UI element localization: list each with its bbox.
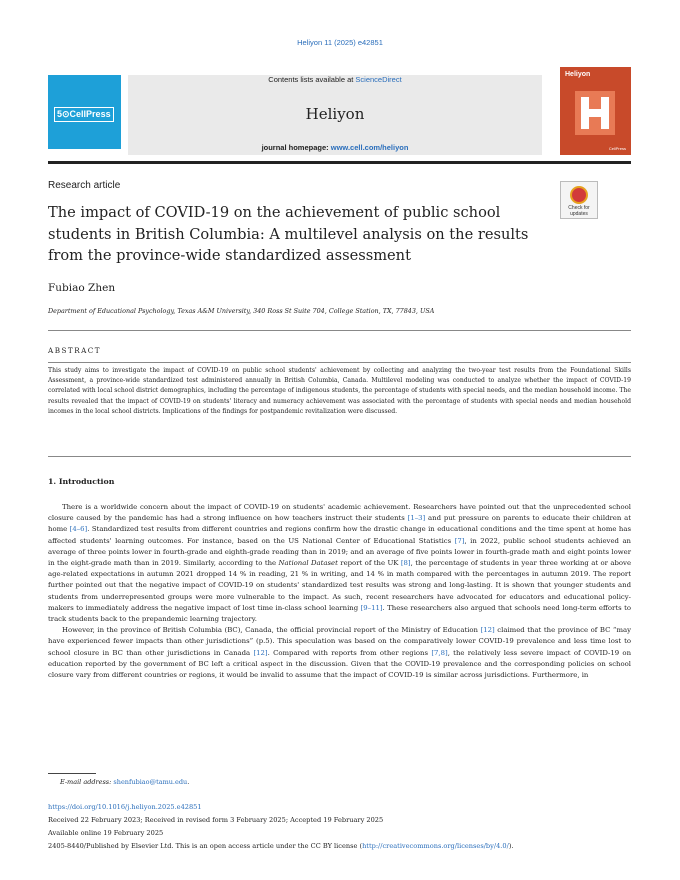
cover-h-graphic — [575, 91, 615, 135]
divider — [48, 362, 631, 363]
section-heading-introduction: 1. Introduction — [48, 477, 115, 486]
email-link[interactable]: shenfubiao@tamu.edu — [113, 778, 188, 786]
citation-link[interactable]: [9–11] — [360, 603, 383, 612]
footnote-divider — [48, 773, 96, 774]
journal-name: Heliyon — [305, 105, 365, 123]
text-run: , the relatively less severe impact of COVID-19 on education reported by the government of BC left a critical aspect in the discussion. Given that the COVID-19 prevalence and the corresponding policies on school closure vary from different countries or regions, it would be invalid to assume that the impact of COVID-19 is similar across jurisdictions. Furthermore, in — [48, 648, 632, 680]
homepage-link[interactable]: www.cell.com/heliyon — [330, 143, 409, 152]
author-email-line: E-mail address: shenfubiao@tamu.edu. — [60, 778, 190, 786]
check-updates-icon — [570, 186, 588, 204]
divider — [48, 456, 631, 457]
citation-link[interactable]: [8] — [400, 559, 411, 568]
journal-cover-image[interactable] — [560, 67, 631, 155]
text-run: . Standardized test results from different countries and regions confirm how the drastic change in educational conditions and the time spent at home has affected students' learning outcomes. For instance, based on the US National Center of Educational Statistics — [48, 525, 631, 545]
text-run: report of the UK — [337, 559, 401, 568]
citation-link[interactable]: [12] — [480, 626, 495, 635]
citation-link[interactable]: [7,8] — [431, 648, 448, 657]
journal-citation[interactable]: Heliyon 11 (2025) e42851 — [297, 38, 383, 47]
cover-title: Heliyon — [565, 71, 591, 78]
journal-masthead — [48, 67, 631, 156]
text-run: , the percentage of students in year three working at or above age-related expectations in autumn 2021 dropped 14 % in reading, 21 % in writing, and 14 % in math compared with the percentages in autumn 2019. The report further pointed out that the negative impact of COVID-19 on students' standardized test results was strong and long-lasting. It is shown that younger students and students from underrepresented groups were more vulnerable to the impact. As such, recent researchers have advocated for educators and educational policy-makers to immediately address the negative impact of lost time in-class school learning — [48, 559, 632, 612]
homepage-prefix: journal homepage: — [261, 143, 331, 152]
license-suffix: ). — [508, 842, 514, 850]
header-divider — [48, 161, 631, 164]
homepage-line — [128, 143, 542, 152]
cover-footer: CellPress — [608, 146, 626, 151]
contents-prefix: Contents lists available at — [268, 75, 356, 84]
text-run: , in 2022, public school students achieved an average of three points lower in fourth-grade and eighth-grade reading than in 2019; and an average of five points lower in fourth-grade math and eight points lower in the eight-grade math than in 2019. Similarly, according to the — [48, 536, 631, 568]
text-run: . These researchers also argued that schools need long-term efforts to track students back to the prepandemic learning trajectory. — [48, 603, 631, 624]
italic-text: National Dataset — [278, 559, 338, 568]
cellpress-logo-text: 5⊙CellPress — [54, 107, 114, 122]
license-link[interactable]: http://creativecommons.org/licenses/by/4.0/ — [362, 842, 509, 850]
check-for-updates-button[interactable] — [560, 181, 598, 219]
author-affiliation: Department of Educational Psychology, Texas A&M University, 340 Ross St Suite 704, College Station, TX, 77843, USA — [48, 307, 435, 315]
license-line — [48, 842, 513, 850]
article-type: Research article — [48, 180, 121, 191]
text-run: There is a worldwide concern about the impact of COVID-19 on students' academic achievement. Researchers have pointed out that the unprecedented school closure caused by the pandemic has had a strong influence on how teachers instruct their students — [48, 503, 631, 523]
citation-link[interactable]: [1–3] — [407, 514, 426, 523]
received-dates: Received 22 February 2023; Received in revised form 3 February 2025; Accepted 19 February 2025 — [48, 816, 384, 824]
email-label: E-mail address: — [60, 778, 112, 786]
text-run: However, in the province of British Columbia (BC), Canada, the official provincial report of the Ministry of Education — [62, 626, 481, 635]
citation-link[interactable]: [4–6] — [69, 525, 88, 534]
citation-link[interactable]: [7] — [454, 536, 465, 545]
contents-line — [128, 75, 542, 84]
license-prefix: 2405-8440/Published by Elsevier Ltd. This is an open access article under the CC BY license ( — [48, 842, 363, 850]
abstract-text: This study aims to investigate the impact of COVID-19 on public school students' achievement by collecting and analyzing the two-year test results from the Foundational Skills Assessment, a province-wide standardized test administered annually in British Columbia, Canada. Multilevel modeling was conducted to analyze whether the impact of COVID-19 correlated with local school district demographics, including the percentage of indigenous students, the percentage of students with special needs, and the median household income. The results revealed that the impact of COVID-19 on students' literacy and numeracy achievement was associated with the percentage of students with special needs and median household incomes in the local school districts. Implications of the findings for postpandemic revitalization were discussed. — [48, 367, 631, 415]
doi-link[interactable]: https://doi.org/10.1016/j.heliyon.2025.e42851 — [48, 803, 202, 811]
available-online: Available online 19 February 2025 — [48, 829, 164, 837]
intro-paragraph-2 — [48, 625, 631, 681]
text-run: . Compared with reports from other regions — [267, 648, 432, 657]
cellpress-logo[interactable] — [48, 75, 121, 149]
article-title: The impact of COVID-19 on the achievement of public school students in British Columbia: A multilevel analysis on the results from the province-wide standardized assessment — [48, 204, 529, 265]
introduction-body — [48, 502, 631, 681]
abstract-heading: ABSTRACT — [48, 346, 102, 355]
author-name[interactable]: Fubiao Zhen — [48, 282, 116, 294]
intro-paragraph-1 — [48, 502, 631, 625]
citation-link[interactable]: [12] — [253, 648, 268, 657]
text-run: claimed that the province of BC “may have experienced fewer impacts than other jurisdictions” (p.5). This speculation was based on the comparatively lower COVID-19 prevalence and less time lost to school closure in BC than other jurisdictions in Canada — [48, 626, 631, 657]
sciencedirect-link[interactable]: ScienceDirect — [355, 75, 402, 84]
text-run: and put pressure on parents to educate their children at home — [48, 514, 631, 534]
check-updates-label: Check for updates — [568, 205, 590, 217]
divider — [48, 330, 631, 331]
journal-banner — [128, 75, 542, 155]
